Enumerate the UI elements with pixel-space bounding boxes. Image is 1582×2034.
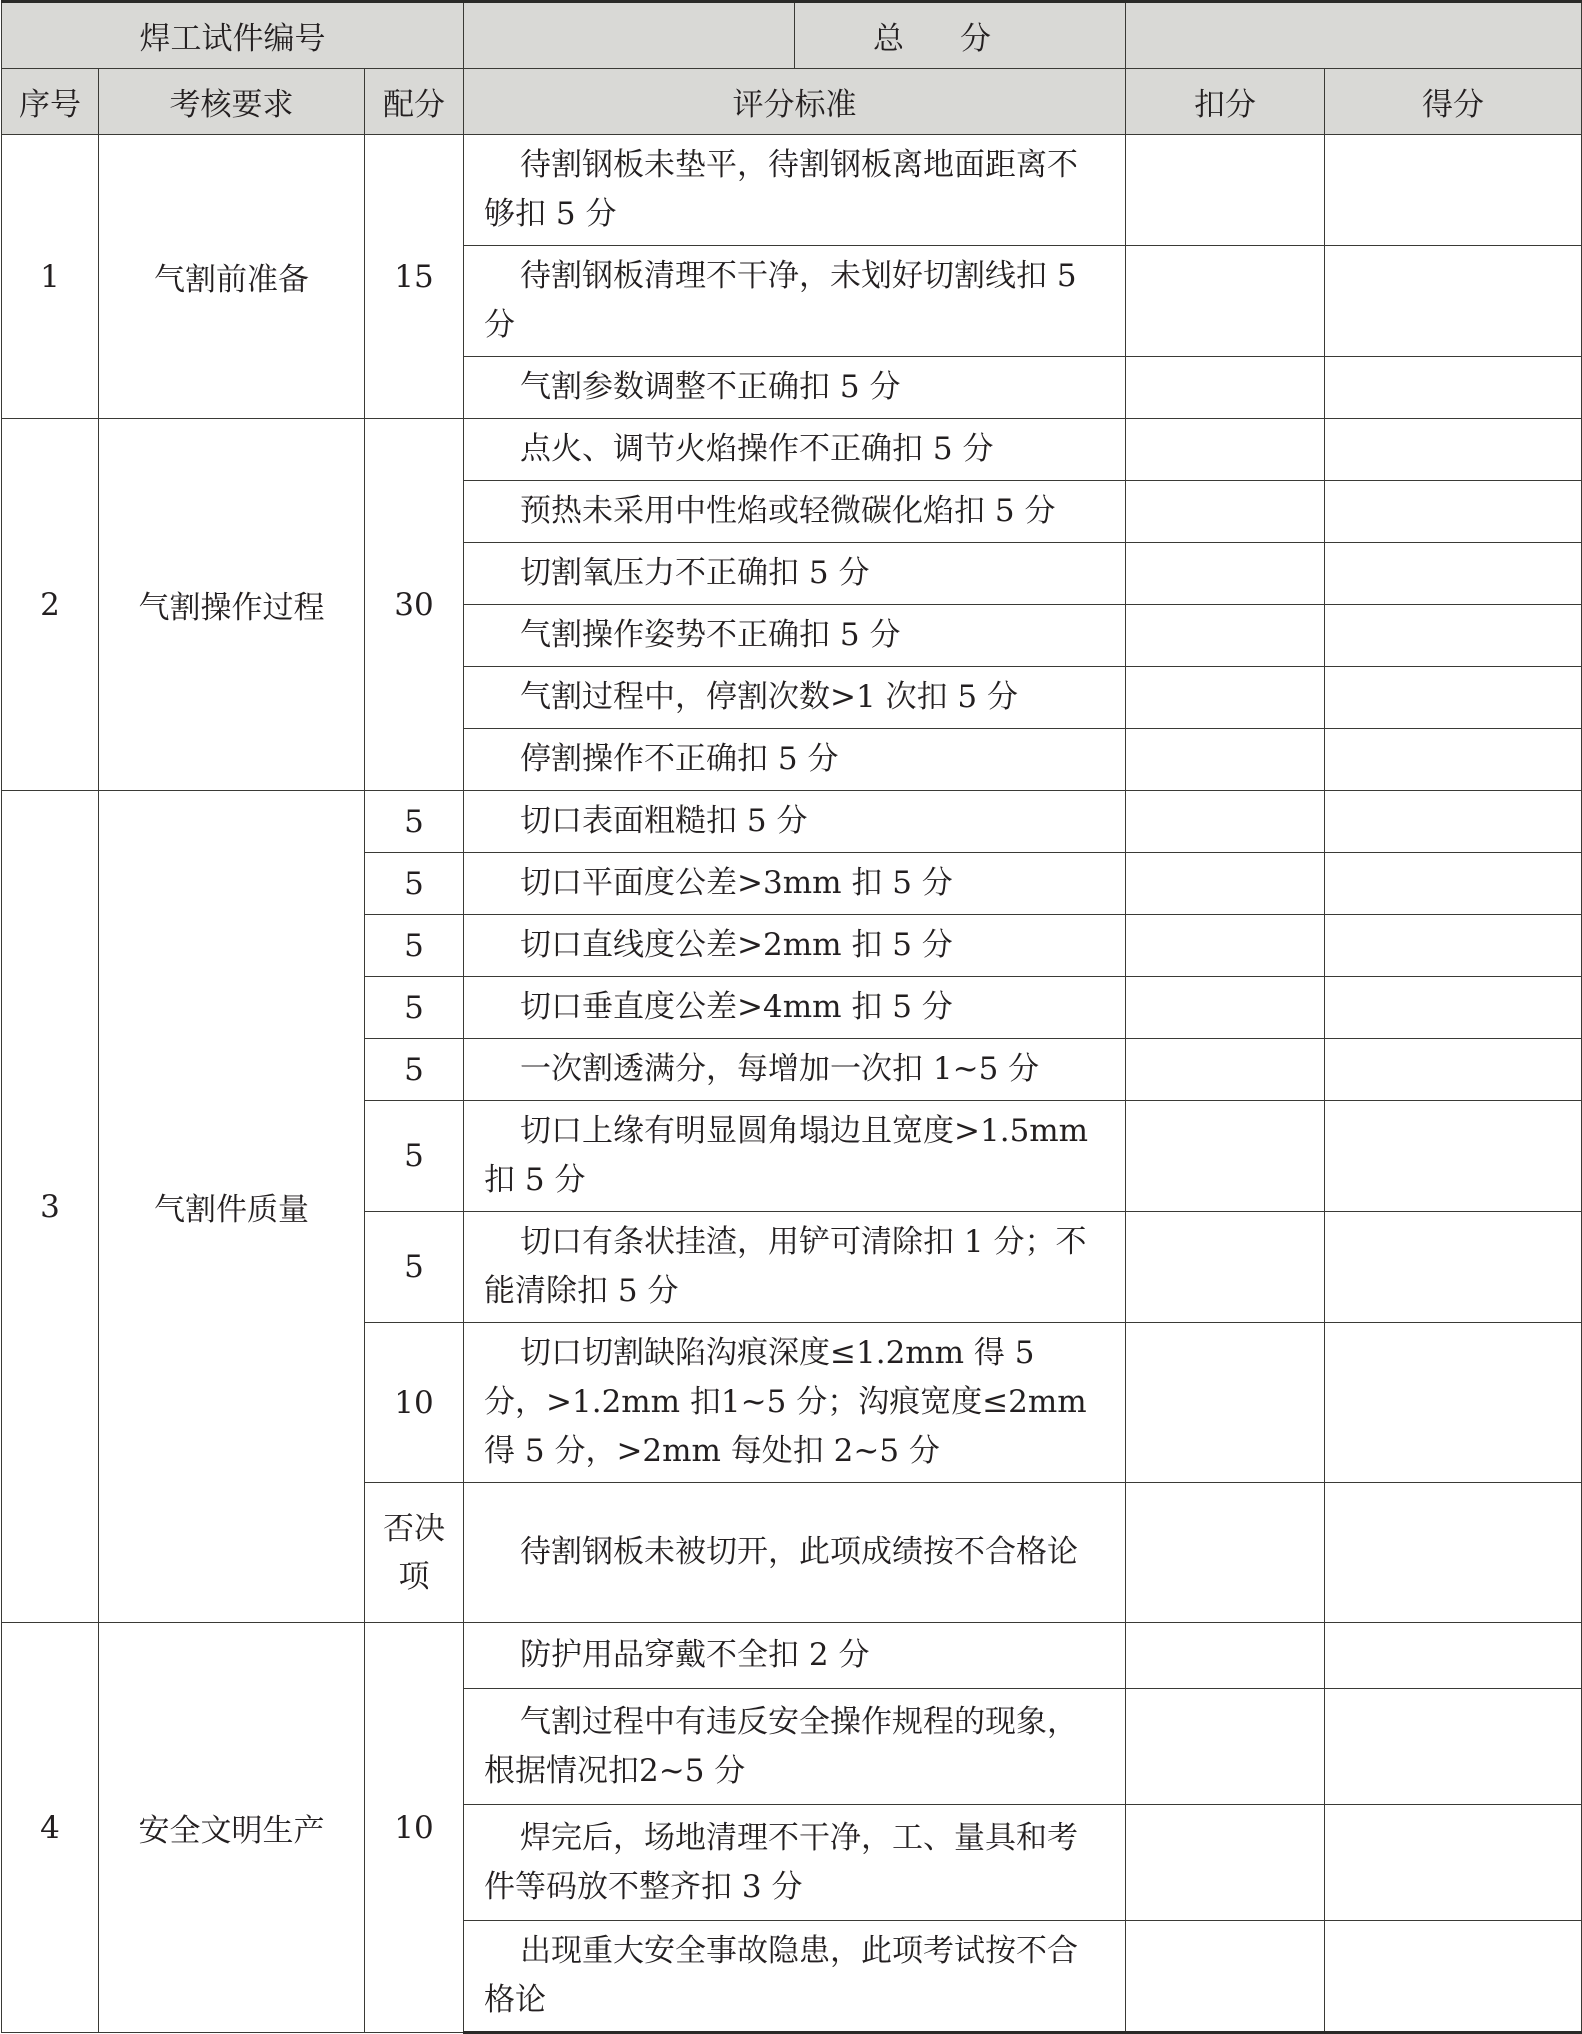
deduct-cell[interactable] [1126, 481, 1325, 543]
section-requirement: 气割前准备 [99, 135, 365, 419]
item-points: 5 [365, 1039, 464, 1101]
col-header-score: 得分 [1325, 69, 1582, 135]
col-header-points: 配分 [365, 69, 464, 135]
criterion-text: 气割过程中，停割次数>1 次扣 5 分 [464, 667, 1126, 729]
score-cell[interactable] [1325, 667, 1582, 729]
criterion-text: 待割钢板未被切开，此项成绩按不合格论 [464, 1483, 1126, 1623]
deduct-cell[interactable] [1126, 1689, 1325, 1805]
total-value-cell[interactable] [1126, 2, 1582, 69]
specimen-value-cell[interactable] [464, 2, 795, 69]
score-cell[interactable] [1325, 135, 1582, 246]
deduct-cell[interactable] [1126, 1483, 1325, 1623]
criterion-text: 一次割透满分，每增加一次扣 1~5 分 [464, 1039, 1126, 1101]
deduct-cell[interactable] [1126, 1101, 1325, 1212]
item-points: 10 [365, 1323, 464, 1483]
deduct-cell[interactable] [1126, 543, 1325, 605]
deduct-cell[interactable] [1126, 853, 1325, 915]
table-row [2, 419, 1582, 481]
score-cell[interactable] [1325, 246, 1582, 357]
score-cell[interactable] [1325, 1101, 1582, 1212]
total-label: 总分 [795, 2, 1126, 69]
score-cell[interactable] [1325, 543, 1582, 605]
deduct-cell[interactable] [1126, 605, 1325, 667]
section-seq: 3 [2, 791, 99, 1623]
score-cell[interactable] [1325, 605, 1582, 667]
criterion-text: 出现重大安全事故隐患，此项考试按不合格论 [464, 1921, 1126, 2033]
deduct-cell[interactable] [1126, 1805, 1325, 1921]
col-header-deduct: 扣分 [1126, 69, 1325, 135]
header-row-columns [2, 69, 1582, 135]
score-cell[interactable] [1325, 791, 1582, 853]
item-points: 5 [365, 1212, 464, 1323]
criterion-text: 待割钢板清理不干净，未划好切割线扣 5 分 [464, 246, 1126, 357]
col-header-criteria: 评分标准 [464, 69, 1126, 135]
score-cell[interactable] [1325, 1623, 1582, 1689]
item-points: 5 [365, 977, 464, 1039]
criterion-text: 点火、调节火焰操作不正确扣 5 分 [464, 419, 1126, 481]
criterion-text: 切割氧压力不正确扣 5 分 [464, 543, 1126, 605]
criterion-text: 气割参数调整不正确扣 5 分 [464, 357, 1126, 419]
criterion-text: 切口有条状挂渣，用铲可清除扣 1 分；不能清除扣 5 分 [464, 1212, 1126, 1323]
col-header-requirement: 考核要求 [99, 69, 365, 135]
criterion-text: 焊完后，场地清理不干净，工、量具和考件等码放不整齐扣 3 分 [464, 1805, 1126, 1921]
criterion-text: 切口切割缺陷沟痕深度≤1.2mm 得 5 分，>1.2mm 扣1~5 分；沟痕宽度≤2mm 得 5 分，>2mm 每处扣 2~5 分 [464, 1323, 1126, 1483]
deduct-cell[interactable] [1126, 135, 1325, 246]
criterion-text: 停割操作不正确扣 5 分 [464, 729, 1126, 791]
criterion-text: 切口垂直度公差>4mm 扣 5 分 [464, 977, 1126, 1039]
score-cell[interactable] [1325, 1212, 1582, 1323]
score-cell[interactable] [1325, 1039, 1582, 1101]
criterion-text: 切口上缘有明显圆角塌边且宽度>1.5mm 扣 5 分 [464, 1101, 1126, 1212]
deduct-cell[interactable] [1126, 791, 1325, 853]
score-cell[interactable] [1325, 1689, 1582, 1805]
section-points: 30 [365, 419, 464, 791]
table-row [2, 135, 1582, 246]
deduct-cell[interactable] [1126, 915, 1325, 977]
col-header-seq: 序号 [2, 69, 99, 135]
deduct-cell[interactable] [1126, 1623, 1325, 1689]
criterion-text: 切口表面粗糙扣 5 分 [464, 791, 1126, 853]
table-row [2, 1623, 1582, 1689]
deduct-cell[interactable] [1126, 977, 1325, 1039]
score-cell[interactable] [1325, 1921, 1582, 2033]
criterion-text: 待割钢板未垫平，待割钢板离地面距离不够扣 5 分 [464, 135, 1126, 246]
deduct-cell[interactable] [1126, 667, 1325, 729]
item-points: 5 [365, 1101, 464, 1212]
criterion-text: 预热未采用中性焰或轻微碳化焰扣 5 分 [464, 481, 1126, 543]
score-cell[interactable] [1325, 419, 1582, 481]
specimen-label: 焊工试件编号 [2, 2, 464, 69]
deduct-cell[interactable] [1126, 729, 1325, 791]
score-cell[interactable] [1325, 357, 1582, 419]
criterion-text: 切口平面度公差>3mm 扣 5 分 [464, 853, 1126, 915]
score-cell[interactable] [1325, 1805, 1582, 1921]
scoring-table [1, 0, 1582, 2034]
section-requirement: 气割件质量 [99, 791, 365, 1623]
score-cell[interactable] [1325, 1483, 1582, 1623]
item-points: 5 [365, 791, 464, 853]
deduct-cell[interactable] [1126, 1323, 1325, 1483]
section-requirement: 气割操作过程 [99, 419, 365, 791]
criterion-text: 防护用品穿戴不全扣 2 分 [464, 1623, 1126, 1689]
header-row-specimen [2, 2, 1582, 69]
deduct-cell[interactable] [1126, 419, 1325, 481]
section-seq: 2 [2, 419, 99, 791]
score-cell[interactable] [1325, 977, 1582, 1039]
section-seq: 1 [2, 135, 99, 419]
table-row [2, 791, 1582, 853]
criterion-text: 气割操作姿势不正确扣 5 分 [464, 605, 1126, 667]
score-cell[interactable] [1325, 915, 1582, 977]
section-points: 10 [365, 1623, 464, 2033]
item-points: 5 [365, 915, 464, 977]
deduct-cell[interactable] [1126, 1921, 1325, 2033]
score-cell[interactable] [1325, 1323, 1582, 1483]
section-requirement: 安全文明生产 [99, 1623, 365, 2033]
deduct-cell[interactable] [1126, 1212, 1325, 1323]
score-cell[interactable] [1325, 729, 1582, 791]
deduct-cell[interactable] [1126, 1039, 1325, 1101]
criterion-text: 切口直线度公差>2mm 扣 5 分 [464, 915, 1126, 977]
section-seq: 4 [2, 1623, 99, 2033]
section-points: 15 [365, 135, 464, 419]
criterion-text: 气割过程中有违反安全操作规程的现象，根据情况扣2~5 分 [464, 1689, 1126, 1805]
deduct-cell[interactable] [1126, 246, 1325, 357]
deduct-cell[interactable] [1126, 357, 1325, 419]
score-cell[interactable] [1325, 481, 1582, 543]
veto-item-points: 否决项 [365, 1483, 464, 1623]
item-points: 5 [365, 853, 464, 915]
score-cell[interactable] [1325, 853, 1582, 915]
